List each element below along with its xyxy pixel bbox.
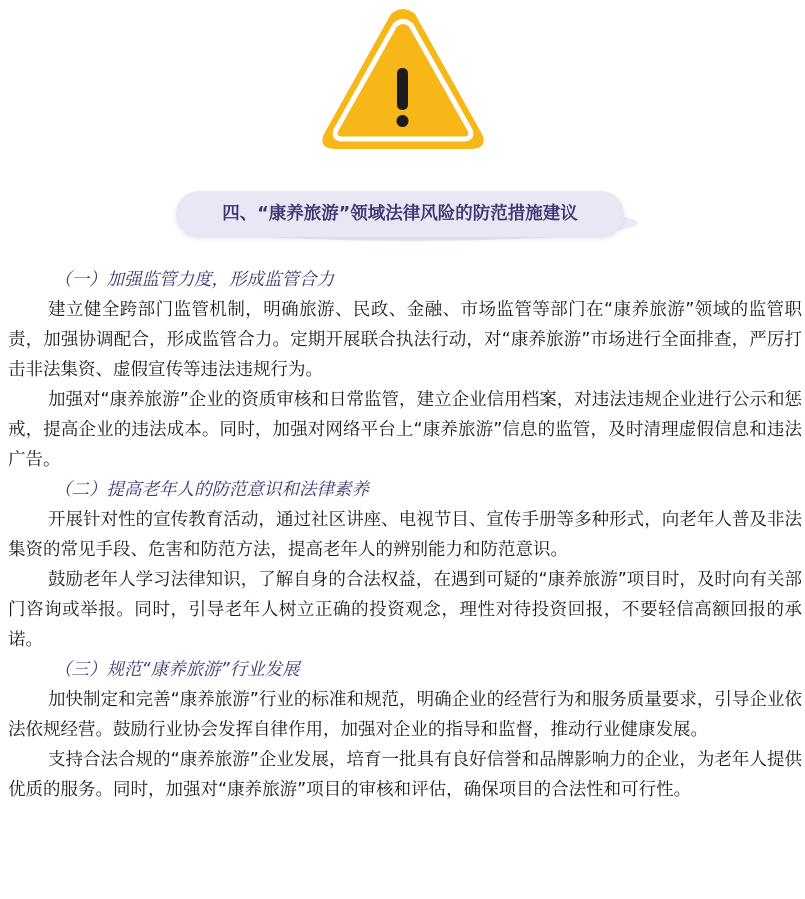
- section-3: [0, 655, 805, 805]
- section-heading: 四、“康养旅游”领域法律风险的防范措施建议: [222, 204, 578, 224]
- section-2: [0, 475, 805, 655]
- subheading-2: （二）提高老年人的防范意识和法律素养: [54, 480, 369, 500]
- paragraph-2-2: 鼓励老年人学习法律知识，了解自身的合法权益，在遇到可疑的“康养旅游”项目时，及时向有关部门咨询或举报。同时，引导老年人树立正确的投资观念，理性对待投资回报，不要轻信高额回报的承诺。: [8, 570, 802, 650]
- subheading-3: （三）规范“康养旅游”行业发展: [54, 660, 300, 680]
- subheading-1: （一）加强监管力度，形成监管合力: [54, 270, 334, 290]
- paragraph-3-2: 支持合法合规的“康养旅游”企业发展，培育一批具有良好信誉和品牌影响力的企业，为老年人提供优质的服务。同时，加强对“康养旅游”项目的审核和评估，确保项目的合法性和可行性。: [8, 750, 802, 800]
- section-heading-banner: [170, 183, 640, 245]
- section-1: [0, 265, 805, 475]
- paragraph-1-1: 建立健全跨部门监管机制，明确旅游、民政、金融、市场监管等部门在“康养旅游”领域的监管职责，加强协调配合，形成监管合力。定期开展联合执法行动，对“康养旅游”市场进行全面排查，严厉打击非法集资、虚假宣传等违法违规行为。: [8, 300, 802, 380]
- warning-icon: [320, 8, 486, 153]
- paragraph-3-1: 加快制定和完善“康养旅游”行业的标准和规范，明确企业的经营行为和服务质量要求，引导企业依法依规经营。鼓励行业协会发挥自律作用，加强对企业的指导和监督，推动行业健康发展。: [8, 690, 802, 740]
- article-body: [0, 265, 805, 805]
- paragraph-1-2: 加强对“康养旅游”企业的资质审核和日常监管，建立企业信用档案，对违法违规企业进行公示和惩戒，提高企业的违法成本。同时，加强对网络平台上“康养旅游”信息的监管，及时清理虚假信息和违法广告。: [8, 390, 802, 470]
- paragraph-2-1: 开展针对性的宣传教育活动，通过社区讲座、电视节目、宣传手册等多种形式，向老年人普及非法集资的常见手段、危害和防范方法，提高老年人的辨别能力和防范意识。: [8, 510, 802, 560]
